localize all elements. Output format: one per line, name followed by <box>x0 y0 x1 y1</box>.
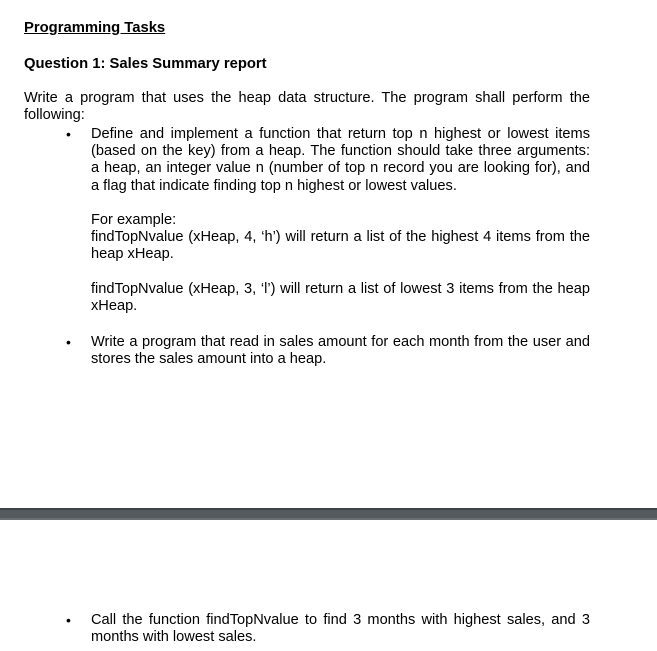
task-bullet-find-top <box>91 612 590 646</box>
example-label: For example: <box>91 212 177 228</box>
task-line: (based on the key) from a heap. The function should take three arguments: <box>91 143 590 160</box>
example-line: heap xHeap. <box>91 246 174 263</box>
intro-line: following: <box>24 107 85 124</box>
task-bullet-function <box>91 126 590 195</box>
question-title: Question 1: Sales Summary report <box>24 56 267 72</box>
task-line: a flag that indicate finding top n highest or lowest values. <box>91 177 457 194</box>
task-line: Write a program that read in sales amount for each month from the user and <box>91 334 590 350</box>
example-block <box>91 212 590 264</box>
bullet-icon: • <box>66 612 71 628</box>
example-block <box>91 281 590 315</box>
section-heading: Programming Tasks <box>24 20 166 36</box>
document-page-bottom <box>0 520 657 651</box>
task-line: months with lowest sales. <box>91 629 257 646</box>
example-line: xHeap. <box>91 298 138 315</box>
task-line: stores the sales amount into a heap. <box>91 351 327 368</box>
task-line: Call the function findTopNvalue to find 3 months with highest sales, and 3 <box>91 612 590 628</box>
bullet-icon: • <box>66 126 71 142</box>
intro-paragraph <box>24 90 590 124</box>
example-line: findTopNvalue (xHeap, 4, ‘h’) will return a list of the highest 4 items from the <box>91 229 590 246</box>
task-line: Define and implement a function that return top n highest or lowest items <box>91 126 590 142</box>
intro-line: Write a program that uses the heap data structure. The program shall perform the <box>24 90 590 106</box>
task-bullet-read-sales <box>91 334 590 368</box>
bullet-icon: • <box>66 334 71 350</box>
example-line: findTopNvalue (xHeap, 3, ‘l’) will return a list of lowest 3 items from the heap <box>91 281 590 297</box>
page-separator <box>0 508 657 520</box>
task-line: a heap, an integer value n (number of top n record you are looking for), and <box>91 160 590 177</box>
